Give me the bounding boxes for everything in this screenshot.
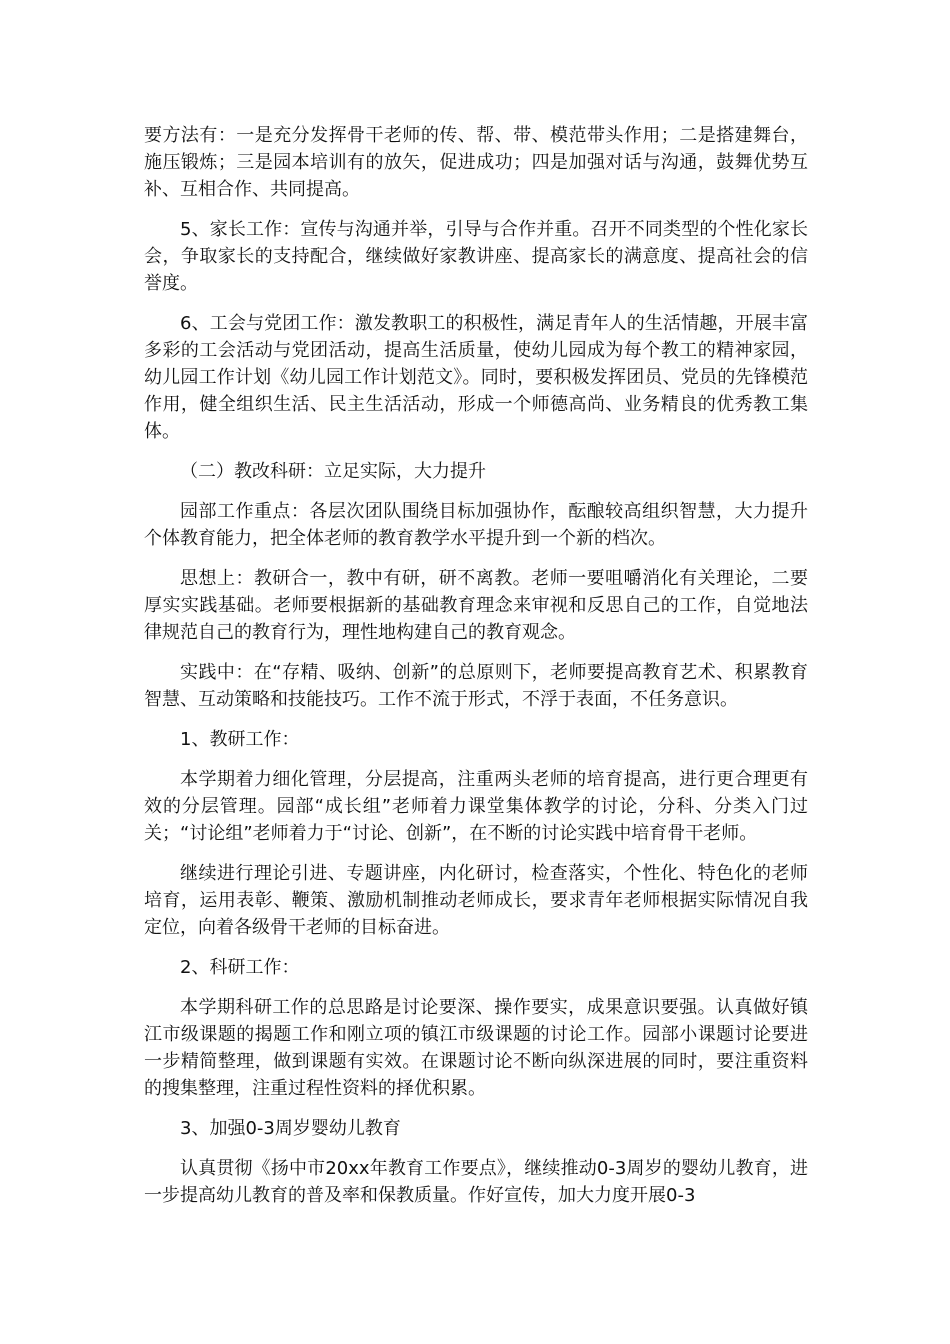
paragraph-thinking: 思想上：教研合一，教中有研，研不离教。老师一要咀嚼消化有关理论，二要厚实实践基础。老师要根据新的基础教育理念来审视和反思自己的工作，自觉地法律规范自己的教育行为，理性地构建自己的教育观念。 — [144, 568, 808, 643]
paragraph-layered-management: 本学期着力细化管理，分层提高，注重两头老师的培育提高，进行更合理更有效的分层管理。园部“成长组”老师着力课堂集体教学的讨论，分科、分类入门过关；“讨论组”老师着力于“讨论、创新”，在不断的讨论实践中培育骨干老师。 — [144, 769, 808, 844]
paragraph-parent-work: 5、家长工作：宣传与沟通并举，引导与合作并重。召开不同类型的个性化家长会，争取家长的支持配合，继续做好家教讲座、提高家长的满意度、提高社会的信誉度。 — [144, 219, 808, 294]
paragraph-research-plan: 本学期科研工作的总思路是讨论要深、操作要实，成果意识要强。认真做好镇江市级课题的揭题工作和刚立项的镇江市级课题的讨论工作。园部小课题讨论要进一步精简整理，做到课题有实效。在课题讨论不断向纵深进展的同时，要注重资料的搜集整理，注重过程性资料的择优积累。 — [144, 997, 808, 1099]
paragraph-union-party-work: 6、工会与党团工作：激发教职工的积极性，满足青年人的生活情趣，开展丰富多彩的工会活动与党团活动，提高生活质量，使幼儿园成为每个教工的精神家园，幼儿园工作计划《幼儿园工作计划范文》。同时，要积极发挥团员、党员的先锋模范作用，健全组织生活、民主生活活动，形成一个师德高尚、业务精良的优秀教工集体。 — [144, 313, 808, 442]
document-page — [144, 122, 808, 1222]
subheading-infant-education: 3、加强0-3周岁婴幼儿教育 — [180, 1118, 401, 1139]
subheading-research-work: 2、科研工作： — [180, 957, 300, 978]
section-heading-teaching-research: （二）教改科研：立足实际，大力提升 — [180, 461, 486, 482]
paragraph-work-focus: 园部工作重点：各层次团队围绕目标加强协作，酝酿较高组织智慧，大力提升个体教育能力，把全体老师的教育教学水平提升到一个新的档次。 — [144, 501, 808, 549]
paragraph-infant-education: 认真贯彻《扬中市20xx年教育工作要点》，继续推动0-3周岁的婴幼儿教育，进一步提高幼儿教育的普及率和保教质量。作好宣传，加大力度开展0-3 — [144, 1158, 808, 1206]
paragraph-teacher-training: 继续进行理论引进、专题讲座，内化研讨，检查落实，个性化、特色化的老师培育，运用表彰、鞭策、激励机制推动老师成长，要求青年老师根据实际情况自我定位，向着各级骨干老师的目标奋进。 — [144, 863, 808, 938]
subheading-teaching-research-work: 1、教研工作： — [180, 729, 300, 750]
paragraph-methods-continued: 要方法有：一是充分发挥骨干老师的传、帮、带、模范带头作用；二是搭建舞台，施压锻炼；三是园本培训有的放矢，促进成功；四是加强对话与沟通，鼓舞优势互补、互相合作、共同提高。 — [144, 125, 808, 200]
paragraph-practice: 实践中：在“存精、吸纳、创新”的总原则下，老师要提高教育艺术、积累教育智慧、互动策略和技能技巧。工作不流于形式，不浮于表面，不任务意识。 — [144, 662, 808, 710]
